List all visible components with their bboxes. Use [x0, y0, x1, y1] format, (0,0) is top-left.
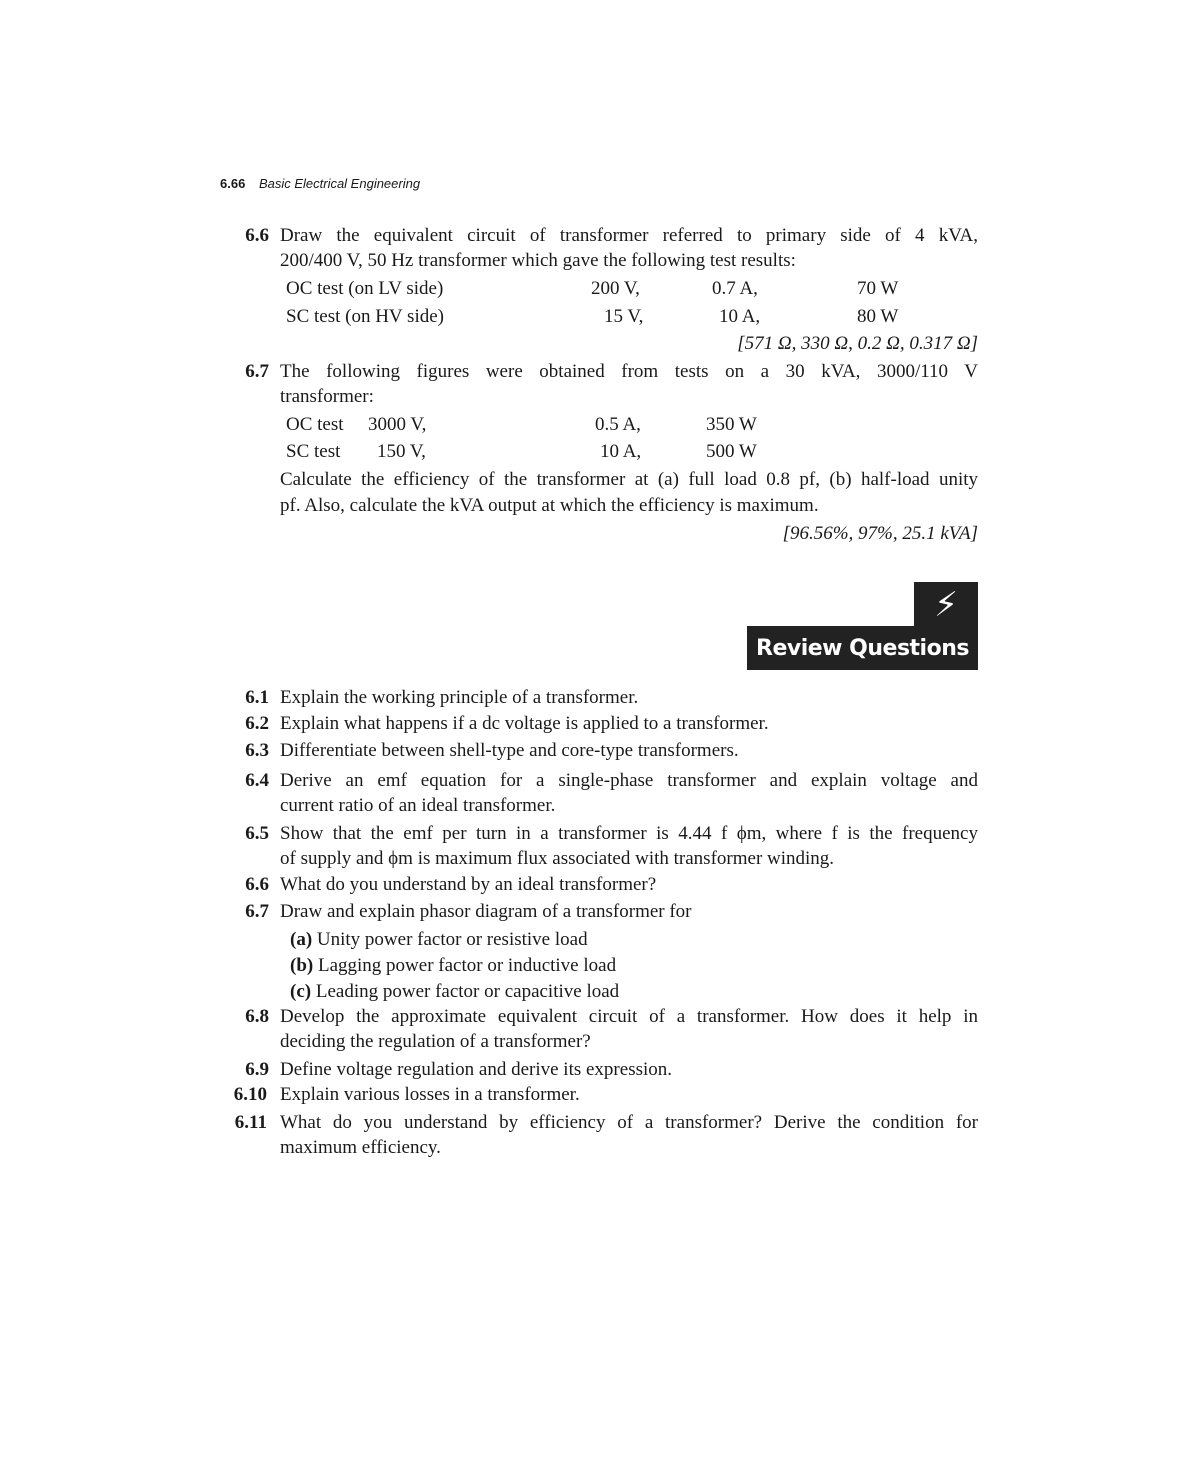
- test-current: 0.5 A,: [595, 414, 641, 435]
- test-label: SC test: [286, 441, 341, 462]
- sub-item: [290, 953, 616, 978]
- question-number: 6.9: [245, 1059, 269, 1080]
- test-voltage: 15 V,: [604, 306, 644, 327]
- question-text: current ratio of an ideal transformer.: [280, 795, 556, 816]
- sub-item-label: (a): [290, 929, 313, 950]
- question-number: 6.11: [234, 1112, 267, 1133]
- problem-number: 6.6: [245, 225, 269, 246]
- sub-item-text: Unity power factor or resistive load: [316, 929, 588, 950]
- test-label: OC test: [286, 414, 344, 435]
- test-label: SC test (on HV side): [286, 306, 444, 327]
- question-text: Explain the working principle of a transformer.: [280, 687, 639, 708]
- page-number: 6.66: [220, 176, 246, 191]
- answer: [96.56%, 97%, 25.1 kVA]: [782, 523, 978, 544]
- question-text: deciding the regulation of a transformer?: [280, 1031, 591, 1052]
- problem-text-line: 200/400 V, 50 Hz transformer which gave the following test results:: [280, 250, 796, 271]
- test-current: 10 A,: [719, 306, 761, 327]
- question-number: 6.7: [245, 901, 269, 922]
- test-voltage: 3000 V,: [368, 414, 427, 435]
- test-power: 350 W: [706, 414, 757, 435]
- question-text: Differentiate between shell-type and core-type transformers.: [280, 740, 739, 761]
- test-power: 500 W: [706, 441, 757, 462]
- question-number: 6.3: [245, 740, 269, 761]
- question-number: 6.8: [245, 1006, 269, 1027]
- question-text: Develop the approximate equivalent circuit of a transformer. How does it help in: [280, 1006, 978, 1027]
- question-text: Draw and explain phasor diagram of a transformer for: [280, 901, 692, 922]
- question-text: Explain what happens if a dc voltage is applied to a transformer.: [280, 713, 769, 734]
- question-text: of supply and ϕm is maximum flux associated with transformer winding.: [280, 848, 835, 869]
- question-text: What do you understand by an ideal transformer?: [280, 874, 657, 895]
- test-label: OC test (on LV side): [286, 278, 444, 299]
- question-number: 6.4: [245, 770, 269, 791]
- question-text: Define voltage regulation and derive its expression.: [280, 1059, 673, 1080]
- question-number: 6.6: [245, 874, 269, 895]
- test-power: 80 W: [857, 306, 899, 327]
- running-header: [220, 176, 420, 191]
- book-title: Basic Electrical Engineering: [258, 176, 421, 191]
- question-number: 6.1: [245, 687, 269, 708]
- lightning-icon: ⚡: [914, 582, 978, 628]
- problem-text-line: The following figures were obtained from tests on a 30 kVA, 3000/110 V: [280, 361, 978, 382]
- sub-item: [290, 979, 619, 1004]
- test-power: 70 W: [857, 278, 899, 299]
- problem-text-line: pf. Also, calculate the kVA output at which the efficiency is maximum.: [280, 495, 819, 516]
- question-number: 6.2: [245, 713, 269, 734]
- problem-number: 6.7: [245, 361, 269, 382]
- test-voltage: 200 V,: [591, 278, 640, 299]
- problem-text-line: Calculate the efficiency of the transformer at (a) full load 0.8 pf, (b) half-load unity: [280, 469, 978, 490]
- question-text: Derive an emf equation for a single-phase transformer and explain voltage and: [280, 770, 978, 791]
- sub-item-text: Lagging power factor or inductive load: [317, 955, 617, 976]
- question-text: maximum efficiency.: [280, 1137, 441, 1158]
- sub-item-label: (b): [290, 955, 314, 976]
- test-current: 0.7 A,: [712, 278, 758, 299]
- problem-text-line: Draw the equivalent circuit of transformer referred to primary side of 4 kVA,: [280, 225, 978, 246]
- section-title: Review Questions: [747, 626, 978, 670]
- problem-text-line: transformer:: [280, 386, 374, 407]
- answer: [571 Ω, 330 Ω, 0.2 Ω, 0.317 Ω]: [737, 333, 978, 354]
- test-voltage: 150 V,: [377, 441, 426, 462]
- question-text: What do you understand by efficiency of a transformer? Derive the condition for: [280, 1112, 978, 1133]
- question-text: Show that the emf per turn in a transformer is 4.44 f ϕm, where f is the frequency: [280, 823, 978, 844]
- sub-item: [290, 927, 588, 952]
- question-number: 6.5: [245, 823, 269, 844]
- question-number: 6.10: [233, 1084, 267, 1105]
- question-text: Explain various losses in a transformer.: [280, 1084, 580, 1105]
- sub-item-label: (c): [290, 981, 312, 1002]
- sub-item-text: Leading power factor or capacitive load: [315, 981, 620, 1002]
- test-current: 10 A,: [600, 441, 642, 462]
